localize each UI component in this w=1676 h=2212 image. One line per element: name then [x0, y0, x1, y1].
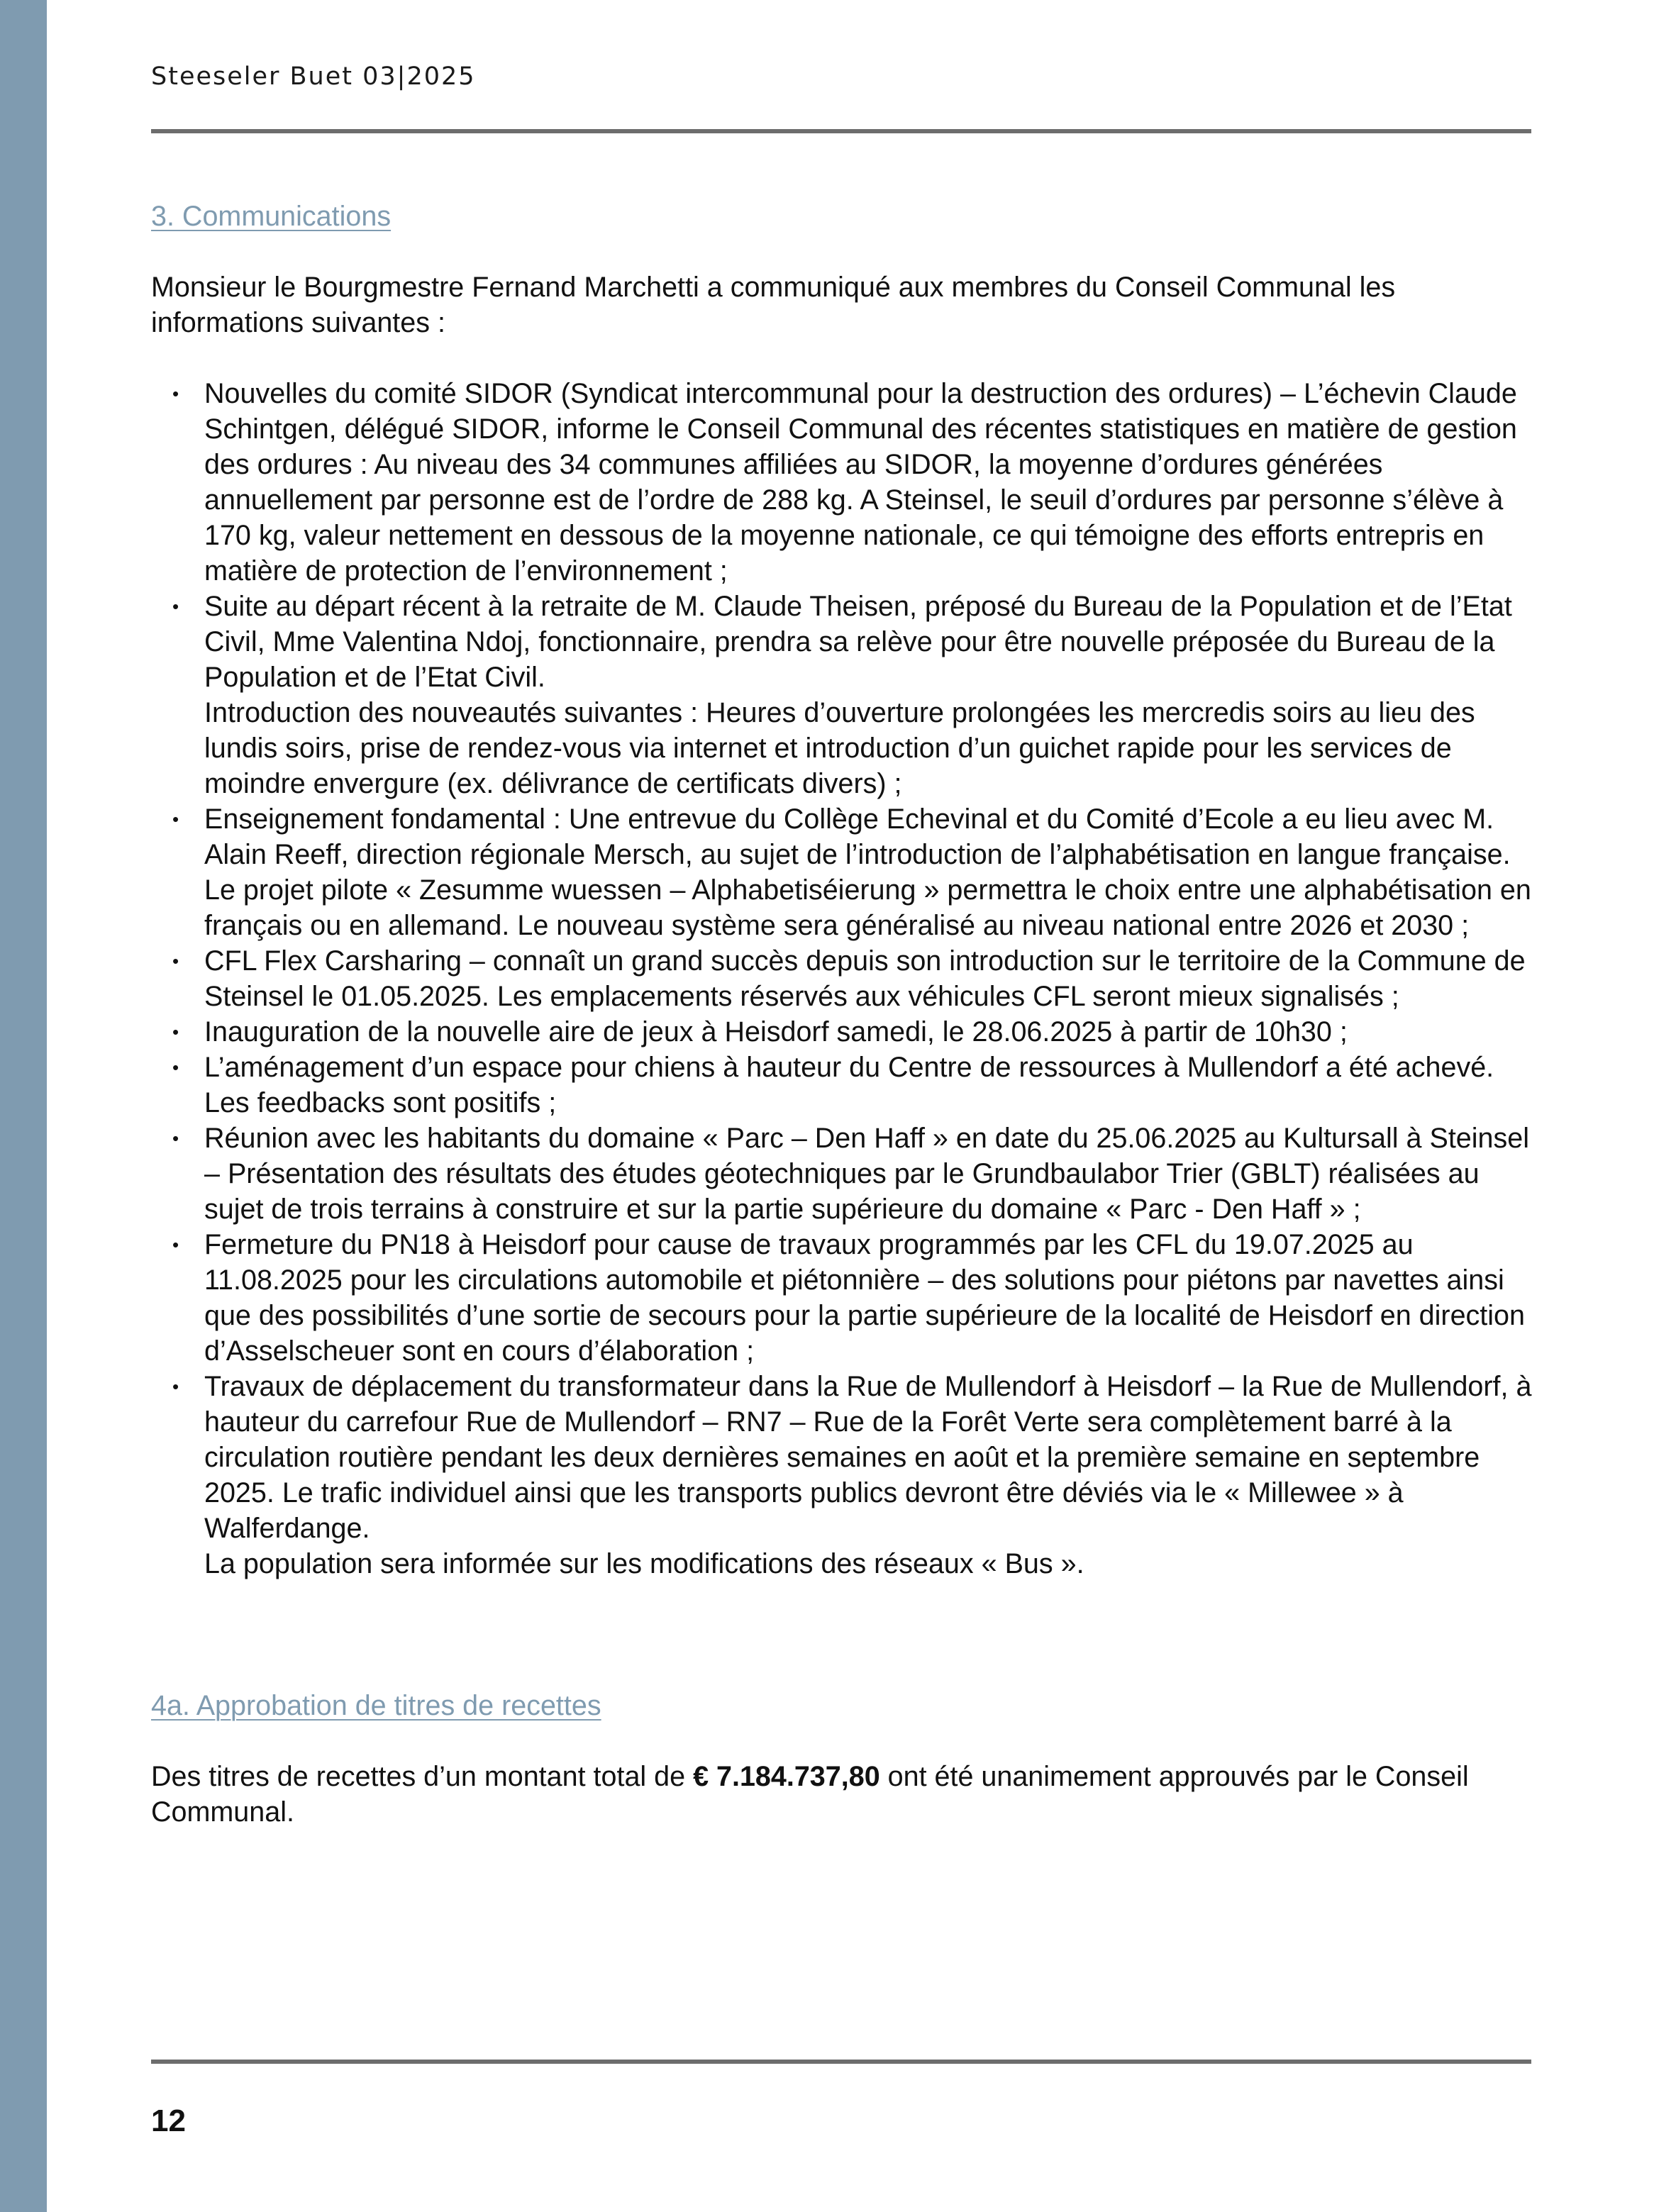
receipts-text-before: Des titres de recettes d’un montant total de [151, 1761, 694, 1792]
list-item-text: CFL Flex Carsharing – connaît un grand succès depuis son introduction sur le territoire de la Commune de Steinsel le 01.05.2025. Les emplacements réservés aux véhicules CFL seront mieux signalisés ; [204, 945, 1526, 1012]
list-item-text: Enseignement fondamental : Une entrevue du Collège Echevinal et du Comité d’Ecole a eu lieu avec M. Alain Reeff, direction régionale Mersch, au sujet de l’introduction de l’alphabétisation en langue française. Le projet pilote « Zesumme wuessen – Alphabetiséierung » permettra le choix entre une alphabétisation en français ou en allemand. Le nouveau système sera généralisé au niveau national entre 2026 et 2030 ; [204, 804, 1531, 941]
list-item [151, 1121, 1534, 1227]
list-item [151, 1050, 1534, 1121]
communications-list [151, 376, 1534, 1582]
communications-intro: Monsieur le Bourgmestre Fernand Marchetti a communiqué aux membres du Conseil Communal les informations suivantes : [151, 272, 1396, 338]
list-item [151, 1369, 1534, 1582]
list-item-text: Nouvelles du comité SIDOR (Syndicat intercommunal pour la destruction des ordures) – L’échevin Claude Schintgen, délégué SIDOR, informe le Conseil Communal des récentes statistiques en matière de gestion des ordures : Au niveau des 34 communes affiliées au SIDOR, la moyenne d’ordures générées annuellement par personne est de l’ordre de 288 kg. A Steinsel, le seuil d’ordures par personne s’élève à 170 kg, valeur nettement en dessous de la moyenne nationale, ce qui témoigne des efforts entrepris en matière de protection de l’environnement ; [204, 378, 1517, 587]
bullet-marker: • [172, 950, 179, 972]
bullet-marker: • [172, 1376, 179, 1397]
list-item [151, 1227, 1534, 1369]
publication-title: Steeseler Buet 03|2025 [151, 62, 476, 91]
bullet-marker: • [172, 1234, 179, 1255]
bullet-marker: • [172, 1021, 179, 1043]
footer-divider [151, 2060, 1531, 2064]
bullet-marker: • [172, 1128, 179, 1149]
bullet-marker: • [172, 1057, 179, 1078]
page-content [151, 199, 1534, 1830]
list-item-text: Fermeture du PN18 à Heisdorf pour cause de travaux programmés par les CFL du 19.07.2025 au 11.08.2025 pour les circulations automobile et piétonnière – des solutions pour piétons par navettes ainsi que des possibilités d’une sortie de secours pour la partie supérieure de la localité de Heisdorf en direction d’Asselscheuer sont en cours d’élaboration ; [204, 1229, 1525, 1367]
header-divider [151, 129, 1531, 133]
section-heading-receipts: 4a. Approbation de titres de recettes [151, 1690, 601, 1721]
receipts-text-after: ont été unanimement approuvés par le Conseil Communal. [151, 1761, 1469, 1828]
section-heading-communications: 3. Communications [151, 201, 392, 232]
list-item-text: La population sera informée sur les modifications des réseaux « Bus ». [204, 1548, 1084, 1579]
list-item [151, 376, 1534, 589]
list-item-text: Réunion avec les habitants du domaine « Parc – Den Haff » en date du 25.06.2025 au Kultursall à Steinsel – Présentation des résultats des études géotechniques par le Grundbaulabor Trier (GBLT) réalisées au sujet de trois terrains à construire et sur la partie supérieure du domaine « Parc - Den Haff » ; [204, 1123, 1529, 1225]
list-item-text: L’aménagement d’un espace pour chiens à hauteur du Centre de ressources à Mullendorf a été achevé. Les feedbacks sont positifs ; [204, 1052, 1494, 1118]
list-item [151, 589, 1534, 801]
list-item-text: Inauguration de la nouvelle aire de jeux à Heisdorf samedi, le 28.06.2025 à partir de 10h30 ; [204, 1016, 1348, 1047]
list-item-text: Suite au départ récent à la retraite de M. Claude Theisen, préposé du Bureau de la Population et de l’Etat Civil, Mme Valentina Ndoj, fonctionnaire, prendra sa relève pour être nouvelle préposée du Bureau de la Population et de l’Etat Civil. [204, 591, 1512, 693]
list-item-text: Travaux de déplacement du transformateur dans la Rue de Mullendorf à Heisdorf – la Rue de Mullendorf, à hauteur du carrefour Rue de Mullendorf – RN7 – Rue de la Forêt Verte sera complètement barré à la circulation routière pendant les deux dernières semaines en août et la première semaine en septembre 2025. Le trafic individuel ainsi que les transports publics devront être déviés via le « Millewee » à Walferdange. [204, 1371, 1532, 1544]
list-item [151, 1014, 1534, 1050]
bullet-marker: • [172, 808, 179, 830]
receipts-amount: € 7.184.737,80 [693, 1761, 880, 1792]
side-color-band [0, 0, 47, 2212]
bullet-marker: • [172, 383, 179, 404]
list-item [151, 943, 1534, 1014]
bullet-marker: • [172, 596, 179, 617]
receipts-paragraph [151, 1759, 1534, 1830]
page-number: 12 [151, 2103, 186, 2138]
list-item [151, 801, 1534, 943]
list-item-text: Introduction des nouveautés suivantes : Heures d’ouverture prolongées les mercredis soirs au lieu des lundis soirs, prise de rendez-vous via internet et introduction d’un guichet rapide pour les services de moindre envergure (ex. délivrance de certificats divers) ; [204, 697, 1475, 799]
